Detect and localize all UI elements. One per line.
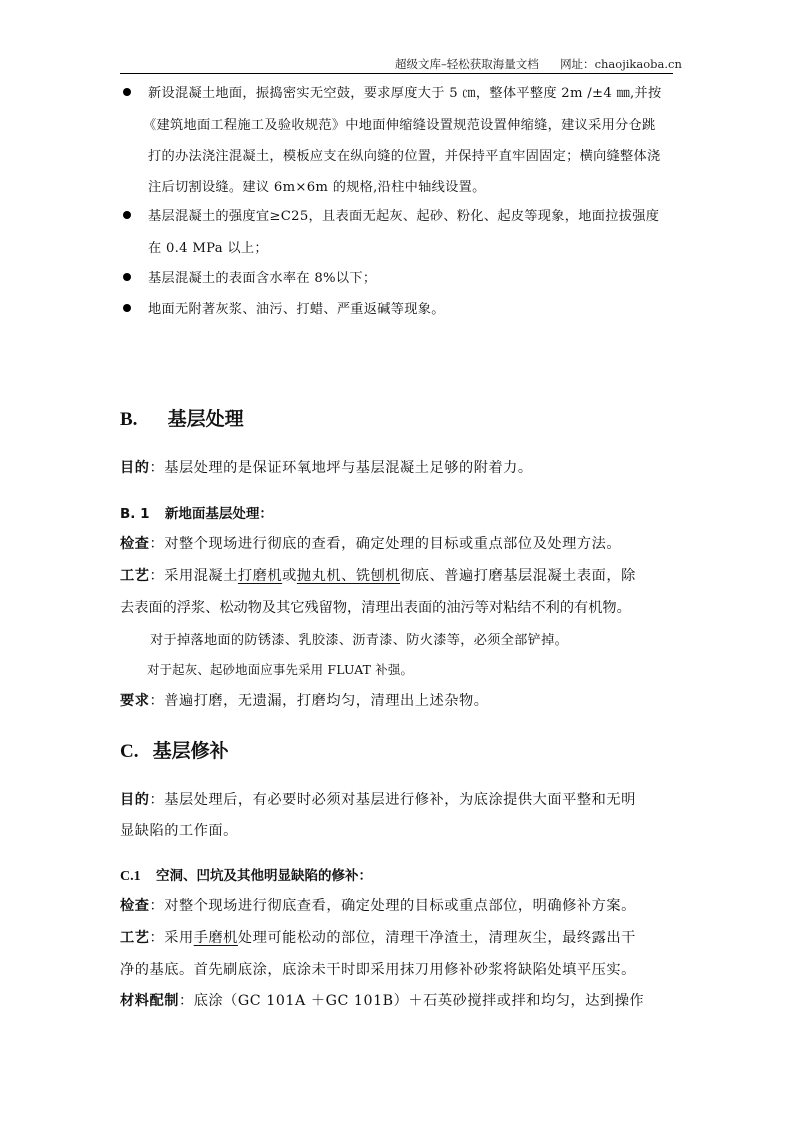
purpose-label: 目的: [120, 460, 150, 476]
process-text: ：采用: [149, 930, 194, 946]
inspect-label: 检查: [120, 536, 150, 552]
tool-link-shot-blaster[interactable]: 抛丸机、铣刨机: [296, 568, 401, 584]
bullet-icon: [123, 273, 131, 281]
list-item-line: 基层混凝土的强度宜≥C25，且表面无起灰、起砂、粉化、起皮等现象，地面拉拔强度: [148, 209, 660, 224]
subsection-title: 空洞、凹坑及其他明显缺陷的修补：: [156, 868, 373, 884]
require-text: ：普遍打磨，无遗漏，打磨均匀，清理出上述杂物。: [149, 693, 489, 709]
material-text: ：底涂（GC 101A ＋GC 101B）＋石英砂搅拌或拌和均匀，达到操作: [178, 993, 645, 1009]
section-c-letter: C.: [120, 741, 139, 762]
list-item-line: 注后切割设缝。建议 6m×6m 的规格,沿柱中轴线设置。: [148, 180, 486, 195]
require-label: 要求: [120, 693, 150, 709]
page-header: [395, 56, 682, 72]
subsection-number: B. 1: [120, 506, 150, 522]
process-text: 或: [282, 568, 297, 584]
b1-inspect: [120, 533, 621, 553]
process-line: 去表面的浮浆、松动物及其它残留物，清理出表面的油污等对粘结不利的有机物。: [120, 600, 631, 616]
purpose-text: ：基层处理的是保证环氧地坪与基层混凝土足够的附着力。: [149, 460, 533, 476]
section-b-heading: [120, 404, 244, 431]
subsection-title: 新地面基层处理：: [164, 506, 273, 522]
process-text: 彻底、普遍打磨基层混凝土表面，除: [400, 568, 636, 584]
header-url-label: 网址：: [560, 57, 595, 71]
tool-link-grinder[interactable]: 打磨机: [237, 568, 283, 584]
list-item-line: 地面无附著灰浆、油污、打蜡、严重返碱等现象。: [148, 302, 445, 317]
process-text: 处理可能松动的部位，清理干净渣土，清理灰尘，最终露出干: [237, 930, 636, 946]
list-item-line: 新设混凝土地面，振捣密实无空鼓，要求厚度大于 5 ㎝，整体平整度 2m /±4 ㎜,并按: [148, 86, 662, 101]
section-b-purpose: [120, 457, 533, 477]
section-c-purpose: [120, 789, 636, 809]
section-b-title: 基层处理: [167, 408, 244, 430]
section-b-letter: B.: [120, 409, 138, 430]
inspect-text: ：对整个现场进行彻底查看，确定处理的目标或重点部位，明确修补方案。: [149, 898, 636, 914]
bullet-icon: [123, 211, 131, 219]
b1-process: [120, 565, 636, 585]
subsection-c1-heading: [120, 864, 372, 885]
c1-inspect: [120, 895, 636, 915]
process-line: 对于起灰、起砂地面应事先采用 FLUAT 补强。: [147, 662, 414, 677]
purpose-label: 目的: [120, 792, 150, 808]
purpose-text-line2: 显缺陷的工作面。: [120, 823, 238, 839]
material-label: 材料配制: [120, 993, 179, 1009]
process-label: 工艺: [120, 930, 150, 946]
bullet-icon: [123, 88, 131, 96]
section-c-heading: [120, 736, 229, 763]
list-item-line: 基层混凝土的表面含水率在 8%以下；: [148, 271, 377, 286]
header-site-text: 超级文库–轻松获取海量文档: [395, 57, 539, 71]
inspect-text: ：对整个现场进行彻底的查看，确定处理的目标或重点部位及处理方法。: [149, 536, 622, 552]
c1-material: [120, 990, 644, 1010]
b1-require: [120, 690, 488, 710]
process-line: 对于掉落地面的防锈漆、乳胶漆、沥青漆、防火漆等，必须全部铲掉。: [150, 633, 569, 648]
purpose-text: ：基层处理后，有必要时必须对基层进行修补，为底涂提供大面平整和无明: [149, 792, 636, 808]
list-item-line: 在 0.4 MPa 以上；: [148, 241, 268, 256]
bullet-icon: [123, 304, 131, 312]
tool-link-hand-grinder[interactable]: 手磨机: [193, 930, 238, 946]
process-label: 工艺: [120, 568, 150, 584]
list-item-line: 打的办法浇注混凝土，模板应支在纵向缝的位置，并保持平直牢固固定；横向缝整体浇: [148, 149, 661, 164]
section-c-title: 基层修补: [152, 740, 229, 762]
inspect-label: 检查: [120, 898, 150, 914]
list-item-line: 《建筑地面工程施工及验收规范》中地面伸缩缝设置规范设置伸缩缝，建议采用分仓跳: [143, 118, 656, 133]
header-divider: [120, 73, 673, 74]
process-line: 净的基底。首先刷底涂，底涂未干时即采用抹刀用修补砂浆将缺陷处填平压实。: [120, 962, 636, 978]
process-text: ：采用混凝土: [149, 568, 238, 584]
c1-process: [120, 927, 636, 947]
subsection-b1-heading: [120, 502, 273, 522]
header-url[interactable]: chaojikaoba.cn: [594, 57, 682, 71]
subsection-number: C.1: [120, 869, 141, 884]
